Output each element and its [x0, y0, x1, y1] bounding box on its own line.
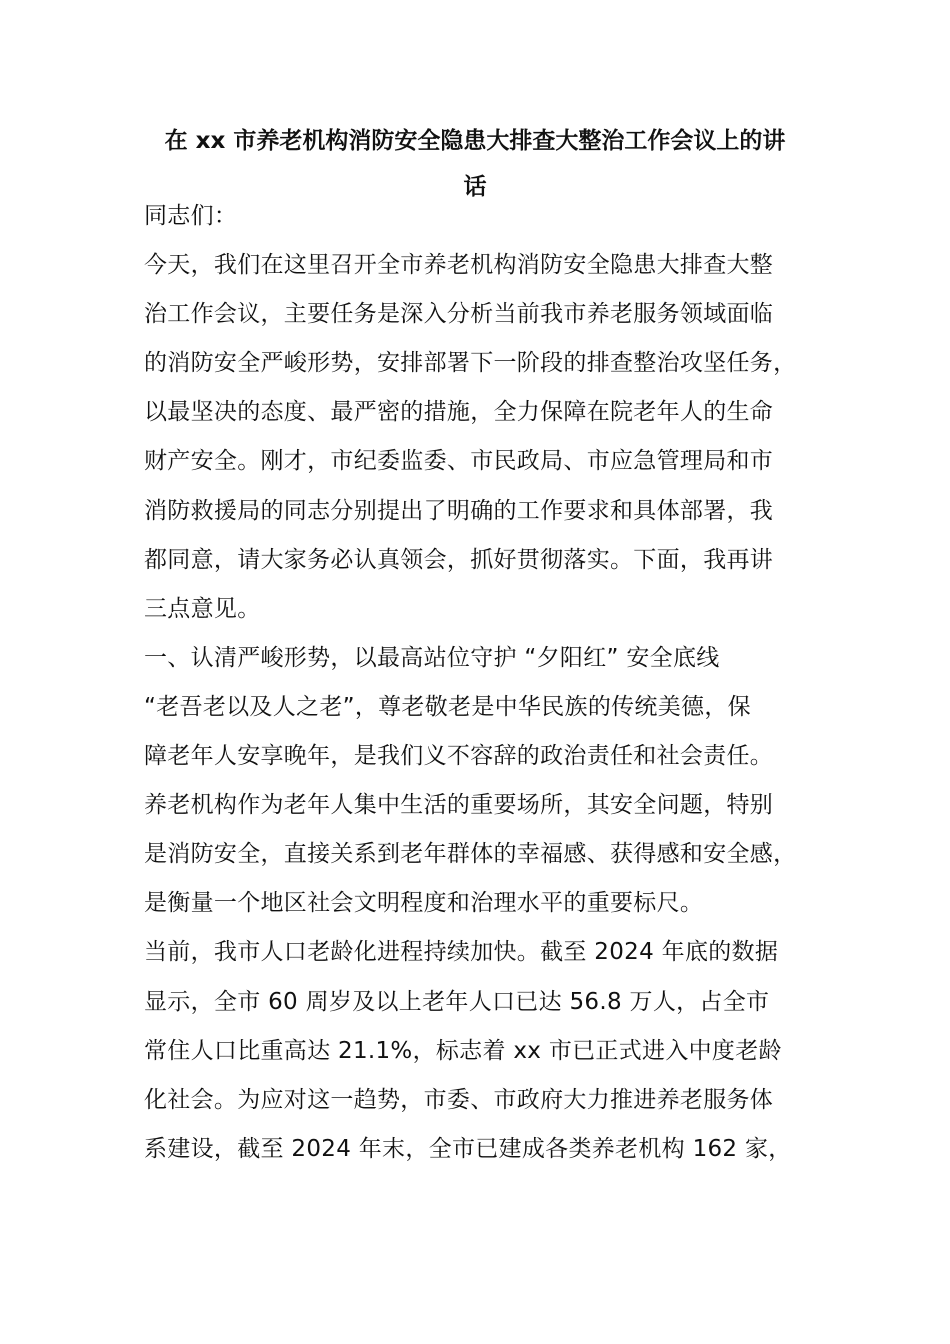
paragraph-line: 的消防安全严峻形势，安排部署下一阶段的排查整治攻坚任务，: [144, 350, 797, 377]
title-line-2: 话: [463, 174, 487, 200]
section-heading: 一、认清严峻形势，以最高站位守护 “夕阳红” 安全底线: [144, 644, 720, 671]
paragraph-line: 今天，我们在这里召开全市养老机构消防安全隐患大排查大整: [144, 252, 774, 279]
paragraph-line: 当前，我市人口老龄化进程持续加快。截至 2024 年底的数据: [144, 939, 779, 966]
paragraph-line: 都同意，请大家务必认真领会，抓好贯彻落实。下面，我再讲: [144, 546, 774, 573]
paragraph-line: 是衡量一个地区社会文明程度和治理水平的重要标尺。: [144, 890, 704, 917]
paragraph-line: 显示，全市 60 周岁及以上老年人口已达 56.8 万人，占全市: [144, 988, 770, 1015]
paragraph-line: 养老机构作为老年人集中生活的重要场所，其安全问题，特别: [144, 792, 774, 819]
title-line-1: 在 xx 市养老机构消防安全隐患大排查大整治工作会议上的讲: [164, 128, 786, 154]
paragraph-line: 治工作会议，主要任务是深入分析当前我市养老服务领域面临: [144, 301, 774, 328]
paragraph-line: 以最坚决的态度、最严密的措施，全力保障在院老年人的生命: [144, 399, 774, 426]
paragraph-line: “老吾老以及人之老”，尊老敬老是中华民族的传统美德，保: [144, 693, 751, 720]
salutation: 同志们：: [144, 203, 238, 229]
paragraph-line: 化社会。为应对这一趋势，市委、市政府大力推进养老服务体: [144, 1086, 774, 1113]
paragraph-line: 是消防安全，直接关系到老年群体的幸福感、获得感和安全感，: [144, 841, 797, 868]
paragraph-line: 消防救援局的同志分别提出了明确的工作要求和具体部署，我: [144, 497, 774, 524]
paragraph-line: 障老年人安享晚年，是我们义不容辞的政治责任和社会责任。: [144, 743, 774, 770]
paragraph-line: 系建设，截至 2024 年末，全市已建成各类养老机构 162 家，: [144, 1135, 792, 1162]
paragraph-line: 三点意见。: [144, 595, 261, 622]
document-body: [144, 192, 824, 1174]
paragraph-line: 财产安全。刚才，市纪委监委、市民政局、市应急管理局和市: [144, 448, 774, 475]
paragraph-line: 常住人口比重高达 21.1%，标志着 xx 市已正式进入中度老龄: [144, 1037, 782, 1064]
